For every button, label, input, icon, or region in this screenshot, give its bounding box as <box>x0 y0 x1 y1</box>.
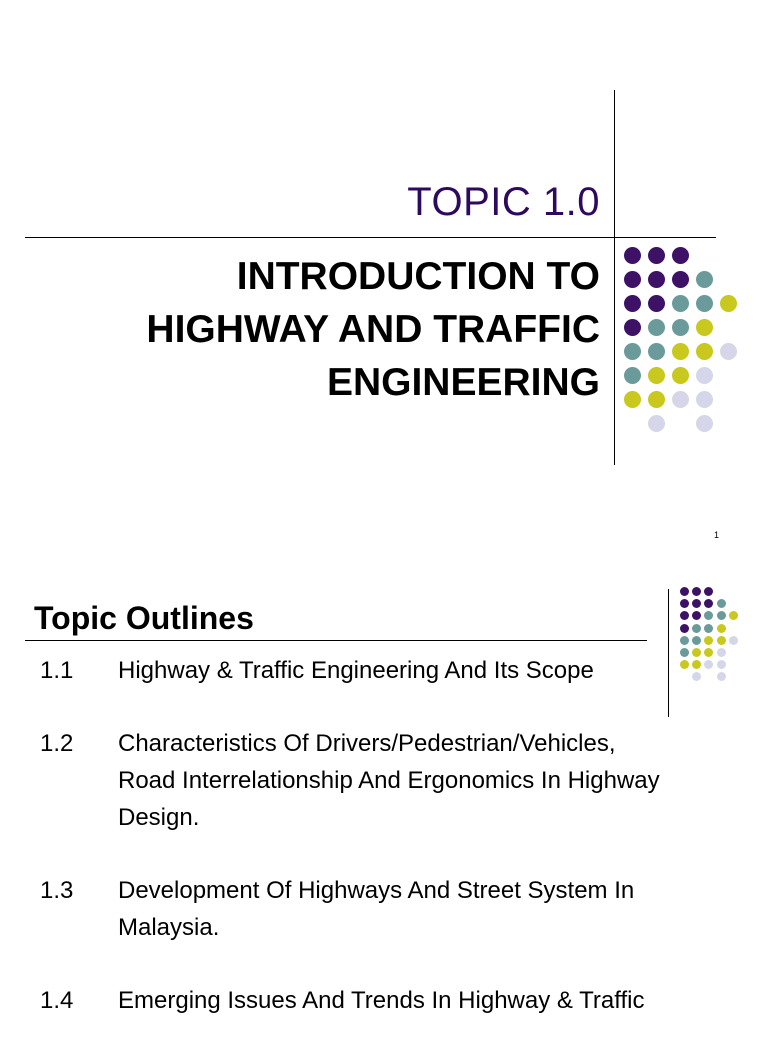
decorative-dot <box>717 611 726 620</box>
decorative-dot <box>624 391 641 408</box>
decorative-dot <box>696 271 713 288</box>
decorative-dot <box>648 415 665 432</box>
decorative-dot <box>696 319 713 336</box>
decorative-dot <box>692 624 701 633</box>
title-line: ENGINEERING <box>326 361 600 404</box>
decorative-dot <box>692 587 701 596</box>
decorative-dot <box>648 367 665 384</box>
item-number: 1.4 <box>40 987 74 1014</box>
decorative-dot <box>624 295 641 312</box>
decorative-dot <box>696 391 713 408</box>
item-text <box>118 872 740 946</box>
outline-item <box>40 652 740 689</box>
item-line: Highway & Traffic Engineering And Its Scope <box>118 657 594 684</box>
decorative-dot <box>672 271 689 288</box>
decorative-dot <box>720 343 737 360</box>
topic-label: TOPIC 1.0 <box>407 180 600 224</box>
decorative-dot <box>720 295 737 312</box>
outline-list <box>40 652 740 1055</box>
item-text <box>118 652 740 689</box>
decorative-dot <box>704 611 713 620</box>
item-line: Design. <box>118 804 200 831</box>
outline-item <box>40 872 740 946</box>
title-line: INTRODUCTION TO <box>236 255 600 298</box>
item-line: Development Of Highways And Street System In <box>118 877 635 904</box>
decorative-dot <box>717 599 726 608</box>
decorative-dot <box>696 367 713 384</box>
decorative-dot <box>680 611 689 620</box>
decorative-dot <box>624 247 641 264</box>
horizontal-divider <box>25 237 716 238</box>
decorative-dot <box>680 599 689 608</box>
decorative-dot <box>672 343 689 360</box>
title-line: HIGHWAY AND TRAFFIC <box>146 308 600 351</box>
decorative-dot <box>704 599 713 608</box>
decorative-dot <box>648 343 665 360</box>
decorative-dot <box>696 343 713 360</box>
decorative-dot <box>692 611 701 620</box>
item-line: Characteristics Of Drivers/Pedestrian/Vehicles, <box>118 730 616 757</box>
decorative-dot <box>704 587 713 596</box>
outline-heading: Topic Outlines <box>34 600 254 636</box>
outline-slide <box>0 556 768 1024</box>
decorative-dot <box>624 319 641 336</box>
item-number: 1.2 <box>40 730 74 757</box>
item-line: Emerging Issues And Trends In Highway & Traffic <box>118 987 645 1014</box>
item-text <box>118 982 740 1019</box>
vertical-divider <box>614 90 615 465</box>
decorative-dot <box>672 247 689 264</box>
decorative-dot <box>648 295 665 312</box>
decorative-dot <box>717 636 726 645</box>
decorative-dot <box>696 415 713 432</box>
decorative-dot <box>624 367 641 384</box>
decorative-dot <box>704 624 713 633</box>
decorative-dot <box>680 624 689 633</box>
decorative-dot <box>624 343 641 360</box>
decorative-dot <box>692 599 701 608</box>
decorative-dot <box>648 391 665 408</box>
decorative-dot <box>648 271 665 288</box>
item-number: 1.1 <box>40 657 74 684</box>
decorative-dot <box>729 611 738 620</box>
decorative-dot <box>696 295 713 312</box>
page-number: 1 <box>714 530 720 540</box>
decorative-dot <box>729 636 738 645</box>
decorative-dot <box>680 587 689 596</box>
decorative-dot <box>648 247 665 264</box>
item-line: Road Interrelationship And Ergonomics In Highway <box>118 767 660 794</box>
decorative-dot <box>672 391 689 408</box>
decorative-dot <box>672 367 689 384</box>
decorative-dot <box>624 271 641 288</box>
slide-title <box>10 250 600 409</box>
horizontal-divider <box>25 640 647 641</box>
decorative-dot <box>692 636 701 645</box>
decorative-dot <box>717 624 726 633</box>
outline-item <box>40 725 740 836</box>
decorative-dot <box>672 295 689 312</box>
decorative-dot <box>680 636 689 645</box>
decorative-dot <box>672 319 689 336</box>
item-line: Malaysia. <box>118 914 220 941</box>
decorative-dot <box>704 636 713 645</box>
item-number: 1.3 <box>40 877 74 904</box>
outline-item <box>40 982 740 1019</box>
decorative-dot <box>648 319 665 336</box>
item-text <box>118 725 740 836</box>
